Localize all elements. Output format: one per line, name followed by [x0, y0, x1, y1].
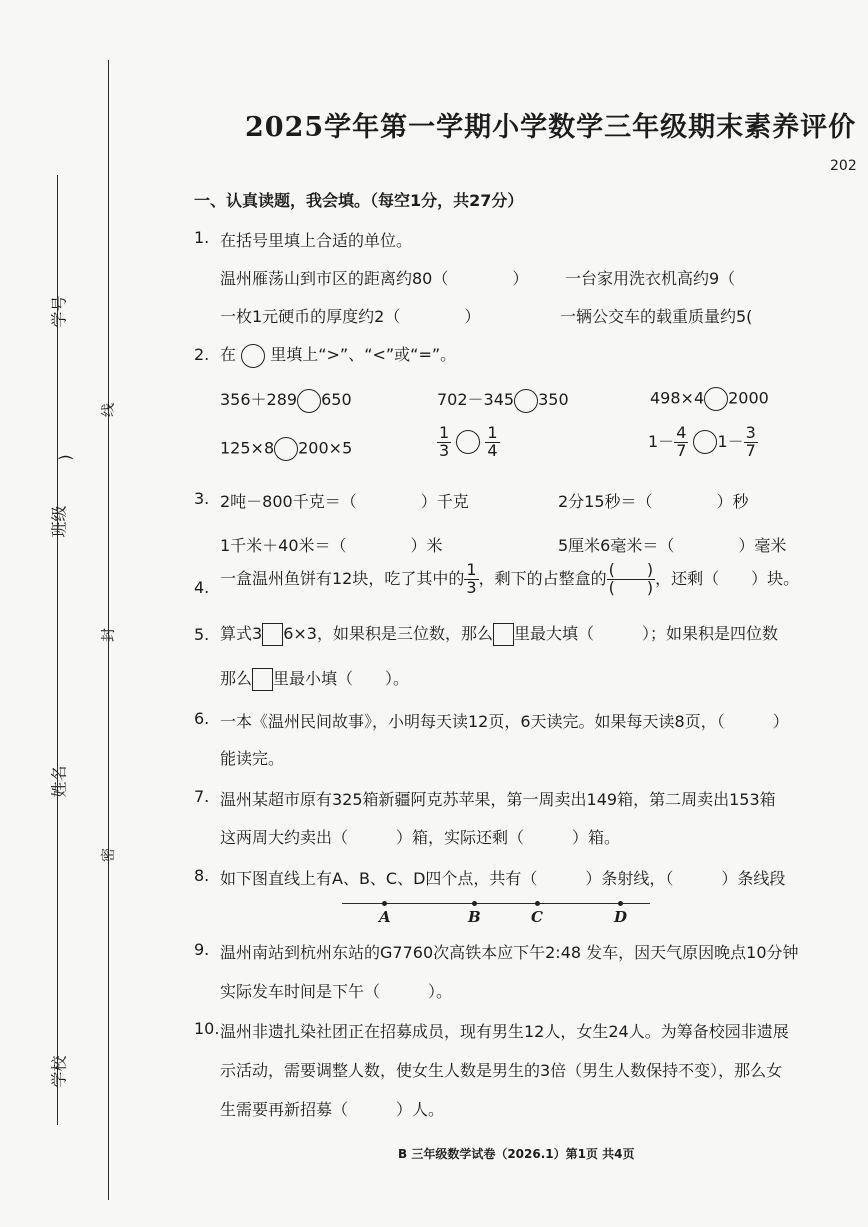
compare-circle-icon — [514, 389, 538, 413]
fraction: $\frac{1}{3}$ — [439, 423, 450, 460]
student-number-label: 学号 — [49, 295, 69, 328]
q10-line3: 生需要再新招募（ ）人。 — [220, 1100, 445, 1119]
q8-number: 8. — [194, 866, 210, 885]
q9-number: 9. — [194, 940, 210, 959]
q2-item-6-one-b: 1－ — [717, 431, 744, 451]
page-title: 2025学年第一学期小学数学三年级期末素养评价 — [245, 112, 857, 143]
q2-stem-b: 里填上“>”、“<”或“=”。 — [270, 345, 457, 364]
point-c — [535, 901, 540, 906]
blank-box — [262, 623, 283, 646]
q3-item-d: 5厘米6毫米＝（ ）毫米 — [558, 536, 787, 555]
q7-number: 7. — [194, 787, 210, 806]
q2-item-6-one: 1－ — [648, 431, 675, 451]
fraction: $\frac{1}{4}$ — [487, 423, 498, 460]
q5-number: 5. — [194, 625, 210, 644]
binding-line-char: 线 — [101, 403, 117, 417]
name-label: 姓名 — [49, 765, 69, 798]
q5-line1: 算式3 6×3，如果积是三位数，那么 里最大填（ ）；如果积是四位数 — [220, 621, 828, 646]
q2-stem — [220, 342, 456, 368]
compare-circle-icon — [693, 430, 717, 454]
section-heading: 一、认真读题，我会填。（每空1分，共27分） — [194, 191, 524, 210]
q4-number: 4. — [194, 578, 210, 597]
compare-circle-icon — [456, 430, 480, 454]
page-footer: B 三年级数学试卷（2026.1）第1页 共4页 — [398, 1147, 635, 1161]
q9-line2: 实际发车时间是下午（ ）。 — [220, 982, 453, 1001]
school-label: 学校 — [49, 1055, 69, 1088]
q1-item-c: 一枚1元硬币的厚度约2（ ） — [220, 307, 481, 326]
point-d — [618, 901, 623, 906]
q2-item-5 — [437, 425, 500, 460]
q1-item-a: 温州雁荡山到市区的距离约80（ ） — [220, 269, 529, 288]
point-b — [472, 901, 477, 906]
compare-circle-icon — [274, 437, 298, 461]
compare-circle-icon — [241, 344, 265, 368]
class-label: 班级 — [49, 505, 69, 538]
q6-line2: 能读完。 — [220, 749, 285, 768]
q10-line2: 示活动，需要调整人数，使女生人数是男生的3倍（男生人数保持不变），那么女 — [220, 1061, 783, 1080]
point-c-label: C — [531, 908, 543, 926]
blank-box — [252, 668, 273, 691]
point-b-label: B — [468, 908, 481, 926]
q2-item-1 — [220, 387, 352, 413]
compare-circle-icon — [704, 387, 728, 411]
q4-text: 一盒温州鱼饼有12块，吃了其中的 $\frac{1}{3}$ ，剩下的占整盒的 $\frac{( )}{( )}$ ，还剩（ ）块。 — [220, 560, 800, 597]
q1-number: 1. — [194, 228, 210, 247]
q2-item-4-right: 200×5 — [298, 438, 353, 458]
fraction: $\frac{1}{3}$ — [466, 560, 477, 597]
q2-item-4 — [220, 437, 352, 461]
q7-line2: 这两周大约卖出（ ）箱，实际还剩（ ）箱。 — [220, 828, 621, 847]
q2-item-3 — [650, 387, 769, 411]
answer-fraction: $\frac{( )}{( )}$ — [608, 560, 654, 597]
q2-item-1-left: 356＋289 — [220, 390, 298, 409]
point-d-label: D — [614, 908, 628, 926]
binding-seal-char: 封 — [101, 628, 117, 642]
fraction: $\frac{4}{7}$ — [676, 423, 687, 460]
q10-number: 10. — [194, 1019, 220, 1038]
q2-item-3-right: 2000 — [728, 388, 769, 408]
q2-item-2-right: 350 — [538, 390, 569, 409]
fraction: $\frac{3}{7}$ — [745, 423, 756, 460]
q10-line1: 温州非遗扎染社团正在招募成员，现有男生12人，女生24人。为筹备校园非遗展 — [220, 1022, 789, 1041]
compare-circle-icon — [297, 389, 321, 413]
q2-number: 2. — [194, 345, 210, 364]
q1-stem: 在括号里填上合适的单位。 — [220, 231, 413, 250]
q5-line2: 那么 里最小填（ ）。 — [220, 666, 409, 691]
q3-item-b: 2分15秒＝（ ）秒 — [558, 492, 749, 511]
q2-item-2-left: 702－345 — [437, 390, 515, 409]
q8-line1: 如下图直线上有A、B、C、D四个点，共有（ ）条射线，（ ）条线段 — [220, 869, 786, 888]
q9-line1: 温州南站到杭州东站的G7760次高铁本应下午2:48 发车，因天气原因晚点10分钟 — [220, 943, 799, 962]
q6-number: 6. — [194, 709, 210, 728]
point-a-label: A — [379, 908, 391, 926]
q2-item-2 — [437, 387, 569, 413]
q2-item-4-left: 125×8 — [220, 438, 275, 458]
point-a — [382, 901, 387, 906]
q2-item-3-left: 498×4 — [650, 388, 705, 408]
class-paren: ) — [55, 454, 75, 461]
q1-item-d: 一辆公交车的载重质量约5( — [560, 307, 753, 326]
q2-item-6 — [648, 425, 758, 460]
q3-item-a: 2吨－800千克＝（ ）千克 — [220, 492, 469, 511]
q1-item-b: 一台家用洗衣机高约9（ — [565, 269, 736, 288]
q2-stem-a: 在 — [220, 345, 237, 364]
binding-mi-char: 密 — [101, 848, 117, 862]
q3-number: 3. — [194, 489, 210, 508]
q2-item-1-right: 650 — [321, 390, 352, 409]
corner-text: 202 — [830, 158, 857, 174]
q7-line1: 温州某超市原有325箱新疆阿克苏苹果，第一周卖出149箱，第二周卖出153箱 — [220, 790, 776, 809]
q6-line1: 一本《温州民间故事》，小明每天读12页，6天读完。如果每天读8页，（ ） — [220, 712, 789, 731]
q3-item-c: 1千米＋40米＝（ ）米 — [220, 536, 443, 555]
blank-box — [493, 623, 514, 646]
number-line — [342, 903, 650, 904]
